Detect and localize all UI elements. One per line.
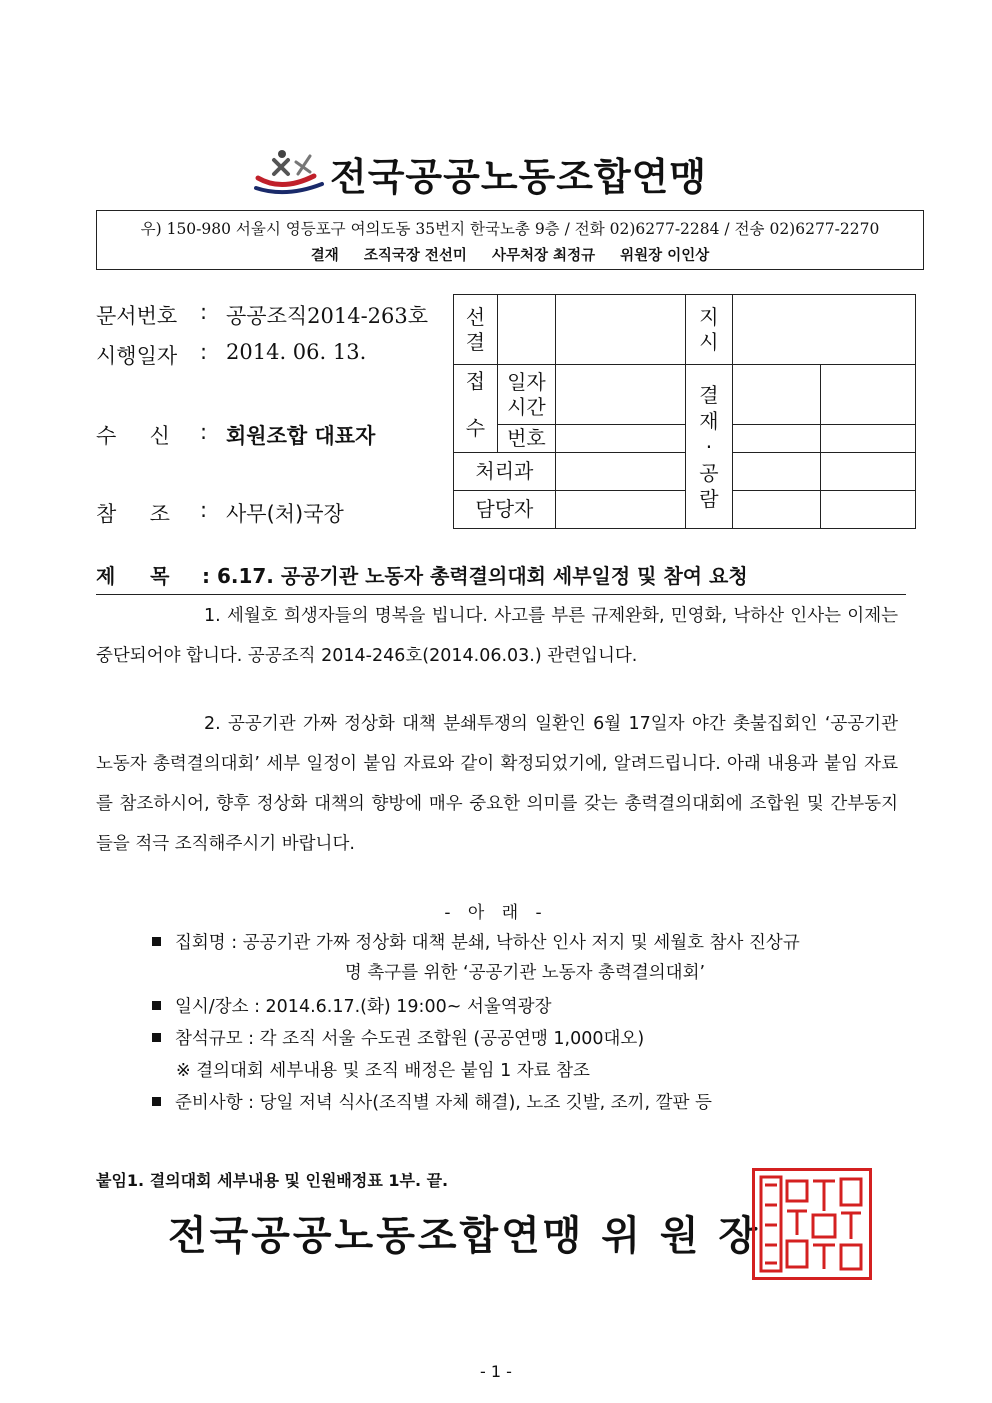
recipient-label: 수 신 (96, 424, 170, 448)
reference-label: 참 조 (96, 502, 170, 526)
recipient: 회원조합 대표자 (226, 424, 376, 448)
blank-cell (821, 365, 916, 425)
blank-cell (733, 491, 821, 529)
approval-item: 조직국장 전선미 (363, 248, 467, 264)
colon: : (200, 498, 208, 522)
seongyeol-cell: 선 결 (454, 295, 498, 365)
blank-cell (821, 453, 916, 491)
list-item-text: 집회명 : 공공기관 가짜 정상화 대책 분쇄, 낙하산 인사 저지 및 세월호 참사 진상규 (175, 933, 800, 953)
union-logo-icon (252, 144, 332, 196)
list-item (152, 992, 898, 1022)
org-name: 전국공공노동조합연맹 (330, 155, 708, 199)
list-item (152, 1024, 898, 1054)
blank-cell (733, 453, 821, 491)
approval-line (97, 244, 923, 265)
blank-cell (555, 491, 685, 529)
blank-cell (555, 453, 685, 491)
below-title: - 아 래 - (444, 903, 548, 923)
doc-number: 공공조직2014-263호 (226, 304, 429, 328)
number-cell: 번호 (497, 425, 555, 453)
body-paragraph-2 (96, 704, 898, 864)
doc-number-label: 문서번호 (96, 304, 178, 328)
jisi-cell: 지 시 (685, 295, 733, 365)
attachment-note: 붙임1. 결의대회 세부내용 및 인원배정표 1부. 끝. (96, 1171, 449, 1190)
org-logo (252, 140, 752, 200)
jeopsu-cell (454, 365, 498, 453)
reference: 사무(처)국장 (226, 502, 344, 526)
colon: : (200, 420, 208, 444)
blank-cell (733, 295, 916, 365)
approval-prefix: 결재 (310, 248, 339, 264)
list-item (152, 928, 898, 958)
page-number: - 1 - (480, 1362, 512, 1381)
divider (96, 594, 906, 595)
gyeoljae-gongram-cell: 결 재 · 공 람 (685, 365, 733, 529)
sender-name: 전국공공노동조합연맹 위 원 장 (168, 1213, 761, 1259)
list-item-text: 명 촉구를 위한 ‘공공기관 노동자 총력결의대회’ (344, 963, 706, 983)
person-in-charge-cell: 담당자 (454, 491, 556, 529)
approval-item: 사무처장 최정규 (491, 248, 596, 264)
address-box (96, 210, 924, 270)
blank-cell (555, 295, 685, 365)
address-line: 우) 150-980 서울시 영등포구 여의도동 35번지 한국노총 9층 / 전화 02)6277-2284 / 전송 02)6277-2270 (140, 220, 880, 238)
date-label: 시행일자 (96, 344, 178, 368)
date-time-cell: 일자 시간 (497, 365, 555, 425)
approval-stamp-table (453, 294, 916, 529)
bullet-square-icon (152, 1097, 161, 1106)
paragraph-text: 1. 세월호 희생자들의 명복을 빕니다. 사고를 부른 규제완화, 민영화, 낙하산 인사는 이제는 중단되어야 합니다. 공공조직 2014-246호(2014.06.03.) 관련입니다. (96, 606, 898, 666)
blank-cell (821, 425, 916, 453)
official-seal-icon (752, 1168, 872, 1280)
blank-cell (733, 365, 821, 425)
bullet-square-icon (152, 937, 161, 946)
colon: : (200, 340, 208, 364)
paragraph-text: 2. 공공기관 가짜 정상화 대책 분쇄투쟁의 일환인 6월 17일자 야간 촛불집회인 ‘공공기관 노동자 총력결의대회’ 세부 일정이 붙임 자료와 같이 확정되었기에, 알려드립니다. 아래 내용과 붙임 자료를 참조하시어, 향후 정상화 대책의 향방에 매우 중요한 의미를 갖는 총력결의대회에 조합원 및 간부동지들을 적극 조직해주시기 바랍니다. (96, 714, 898, 854)
issue-date: 2014. 06. 13. (226, 340, 367, 364)
colon: : (200, 300, 208, 324)
list-item (152, 1088, 898, 1118)
subject-text: : 6.17. 공공기관 노동자 총력결의대회 세부일정 및 참여 요청 (202, 564, 748, 588)
blank-cell (497, 295, 555, 365)
approval-item: 위원장 이인상 (620, 248, 710, 264)
list-item-text: 준비사항 : 당일 저녁 식사(조직별 자체 해결), 노조 깃발, 조끼, 깔판 등 (175, 1093, 712, 1113)
jeopsu-bottom: 수 (465, 416, 486, 440)
list-item-continuation (152, 958, 898, 988)
blank-cell (555, 365, 685, 425)
body-paragraph-1 (96, 596, 898, 676)
subject (96, 560, 922, 589)
processing-dept-cell: 처리과 (454, 453, 556, 491)
bullet-square-icon (152, 1001, 161, 1010)
list-note (176, 1056, 922, 1086)
blank-cell (821, 491, 916, 529)
list-item-text: 일시/장소 : 2014.6.17.(화) 19:00~ 서울역광장 (175, 997, 552, 1017)
bullet-square-icon (152, 1033, 161, 1042)
jeopsu-top: 접 (465, 369, 486, 393)
note-text: ※ 결의대회 세부내용 및 조직 배정은 붙임 1 자료 참조 (176, 1061, 590, 1081)
blank-cell (555, 425, 685, 453)
subject-label: 제 목 (96, 564, 170, 588)
list-item-text: 참석규모 : 각 조직 서울 수도권 조합원 (공공연맹 1,000대오) (175, 1029, 645, 1049)
blank-cell (733, 425, 821, 453)
